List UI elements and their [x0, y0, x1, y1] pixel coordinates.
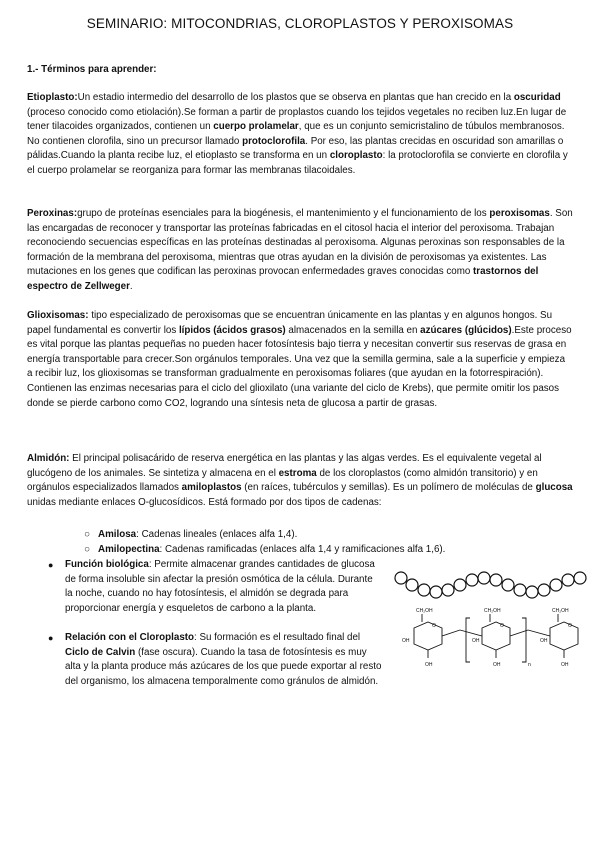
bold-text: Amilopectina: [98, 544, 160, 555]
peroxinas-paragraph: [27, 207, 573, 295]
text: (en raíces, tubérculos y semillas). Es un polímero de moléculas de: [241, 482, 536, 494]
bold-text: Relación con el Cloroplasto: [65, 632, 195, 643]
term-glioxisomas: Glioxisomas:: [27, 310, 89, 321]
label-oh: OH: [472, 638, 480, 644]
text: . Por eso, las plantas crecidas en oscuridad son amarillas o pálidas.Cuando la planta recibe luz, el etioplasto se transforma en un: [27, 135, 564, 162]
bold-text: estroma: [278, 467, 317, 479]
label-ch2oh: CH₂OH: [552, 608, 569, 614]
bold-text: azúcares (glúcidos): [420, 324, 512, 336]
term-almidon: Almidón:: [27, 453, 70, 464]
page-title: SEMINARIO: MITOCONDRIAS, CLOROPLASTOS Y PEROXISOMAS: [86, 16, 514, 31]
text: Contienen las enzimas necesarias para el ciclo del glioxilato (una variante del ciclo de Krebs), que permite omitir los pasos donde se pierde carbono como CO2, logrando una síntesis neta de glucosa a partir de grasas.: [27, 382, 560, 409]
text: : Cadenas lineales (enlaces alfa 1,4).: [136, 529, 298, 540]
text: tipo especializado de peroxisomas que se encuentran únicamente en las plantas y en algunos hongos. Su papel fundamental es convertir los: [27, 310, 553, 336]
bold-text: amiloplastos: [181, 482, 242, 494]
structure-labels: [402, 608, 572, 668]
bold-text: Amilosa: [98, 529, 137, 540]
bullet-relacion-cloroplasto: [48, 631, 383, 689]
glucose-ring-structures: [414, 614, 578, 662]
text: , que es un conjunto semicristalino de túbulos membranosos. No contienen clorofila, sino un precursor llamado: [27, 121, 565, 147]
label-oh: OH: [561, 662, 569, 668]
bold-text: trastornos del espectro de Zellweger: [27, 266, 539, 292]
section-heading: [27, 63, 573, 78]
label-n: n: [528, 662, 531, 668]
label-ch2oh: CH₂OH: [416, 608, 433, 614]
glucose-bead-chain: [395, 572, 586, 598]
label-ch2oh: CH₂OH: [484, 608, 501, 614]
bold-text: glucosa: [535, 482, 573, 494]
text: (fase oscura). Cuando la tasa de fotosíntesis es muy alta y la planta produce más azúcares de los que puede exportar al resto del organismo, los almacena temporalmente como gránulos de almidón.: [65, 646, 382, 687]
text: : la protoclorofila se convierte en clorofila y el cuerpo prolamelar se reorganiza para formar las membranas tilacoidales.: [27, 150, 568, 176]
text: Un estadio intermedio del desarrollo de los plastos que se observa en plantas que han crecido en la: [77, 92, 514, 103]
text: .: [129, 280, 133, 292]
term-etioplasto: Etioplasto:: [27, 92, 78, 103]
label-oh: OH: [540, 638, 548, 644]
text: (proceso conocido como etiolación).Se forman a partir de proplastos cuando los tejidos vegetales no reciben luz.En lugar de tener tilacoides organizados, contienen un: [27, 106, 567, 133]
sub-item-amilosa: [84, 528, 297, 543]
text: . Son las encargadas de reconocer y transportar las proteínas fabricadas en el citosol hacia el interior del peroxisoma. Trabajan reconociendo secuencias específicas en las proteínas destinadas al peroxisoma. Algunas peroxinas son responsables de la formación de la membrana del peroxisoma, mientras que otras ayudan en la división de peroxisomas ya existentes. Las mutaciones en los genes que codifican las peroxinas provocan enfermedades graves conocidas como: [27, 208, 573, 278]
label-oh: OH: [493, 662, 501, 668]
bold-text: protoclorofila: [242, 135, 306, 147]
section-heading-text: 1.- Términos para aprender:: [27, 64, 157, 75]
term-peroxinas: Peroxinas:: [27, 208, 78, 219]
bold-text: oscuridad: [513, 92, 561, 103]
bold-text: Ciclo de Calvin: [65, 646, 136, 658]
text: : Cadenas ramificadas (enlaces alfa 1,4 y ramificaciones alfa 1,6).: [159, 544, 446, 555]
hollow-bullet-icon: ○: [84, 529, 90, 540]
hollow-bullet-icon: ○: [84, 544, 90, 555]
text: El principal polisacárido de reserva energética en las plantas y las algas verdes. Es el equivalente vegetal al glucógeno de los animales. Se sintetiza y almacena en el: [27, 453, 542, 479]
glioxisomas-paragraph: [27, 309, 573, 411]
label-o: O: [500, 623, 504, 629]
bold-text: cloroplasto: [329, 150, 383, 162]
sub-item-amilopectina: [84, 543, 445, 558]
text: .Este proceso es vital porque las plantas pequeñas no pueden hacer fotosíntesis bajo tierra y necesitan convertir sus reservas de grasa en energía transportable para crecer.Son orgánulos temporales. Una vez que la semilla germina, sale a la superficie y empieza a recibir luz, los glioxisomas se transforman gradualmente en peroxisomas foliares (que ayudan en la fotorrespiración).: [27, 324, 572, 380]
label-oh: OH: [425, 662, 433, 668]
almidon-paragraph: [27, 452, 573, 510]
text: de los cloroplastos (como almidón transitorio) y en orgánulos especializados llamados: [27, 467, 538, 494]
bold-text: Función biológica: [65, 559, 149, 570]
text: unidas mediante enlaces O-glucosídicos. Está formado por dos tipos de cadenas:: [27, 496, 382, 508]
label-o: O: [432, 623, 436, 629]
bold-text: peroxisomas: [489, 208, 550, 219]
bold-text: lípidos (ácidos grasos): [178, 324, 286, 336]
bold-text: cuerpo prolamelar: [213, 121, 299, 133]
starch-structure-figure: [392, 570, 592, 690]
bullet-icon: ●: [48, 560, 54, 570]
bullet-icon: ●: [48, 633, 54, 643]
text: almacenados en la semilla en: [285, 324, 421, 336]
label-o: O: [568, 623, 572, 629]
text: : Su formación es el resultado final del: [194, 632, 361, 643]
text: : Permite almacenar grandes cantidades de glucosa de forma insoluble sin afectar la presión osmótica de la célula. Durante la noche, cuando no hay fotosíntesis, el almidón se degrada para proporcionar energía y esqueletos de carbono a la planta.: [65, 559, 375, 614]
etioplasto-paragraph: [27, 91, 573, 179]
bullet-funcion-biologica: [48, 558, 383, 616]
label-oh: OH: [402, 638, 410, 644]
text: grupo de proteínas esenciales para la biogénesis, el mantenimiento y el funcionamiento de los: [77, 208, 490, 219]
